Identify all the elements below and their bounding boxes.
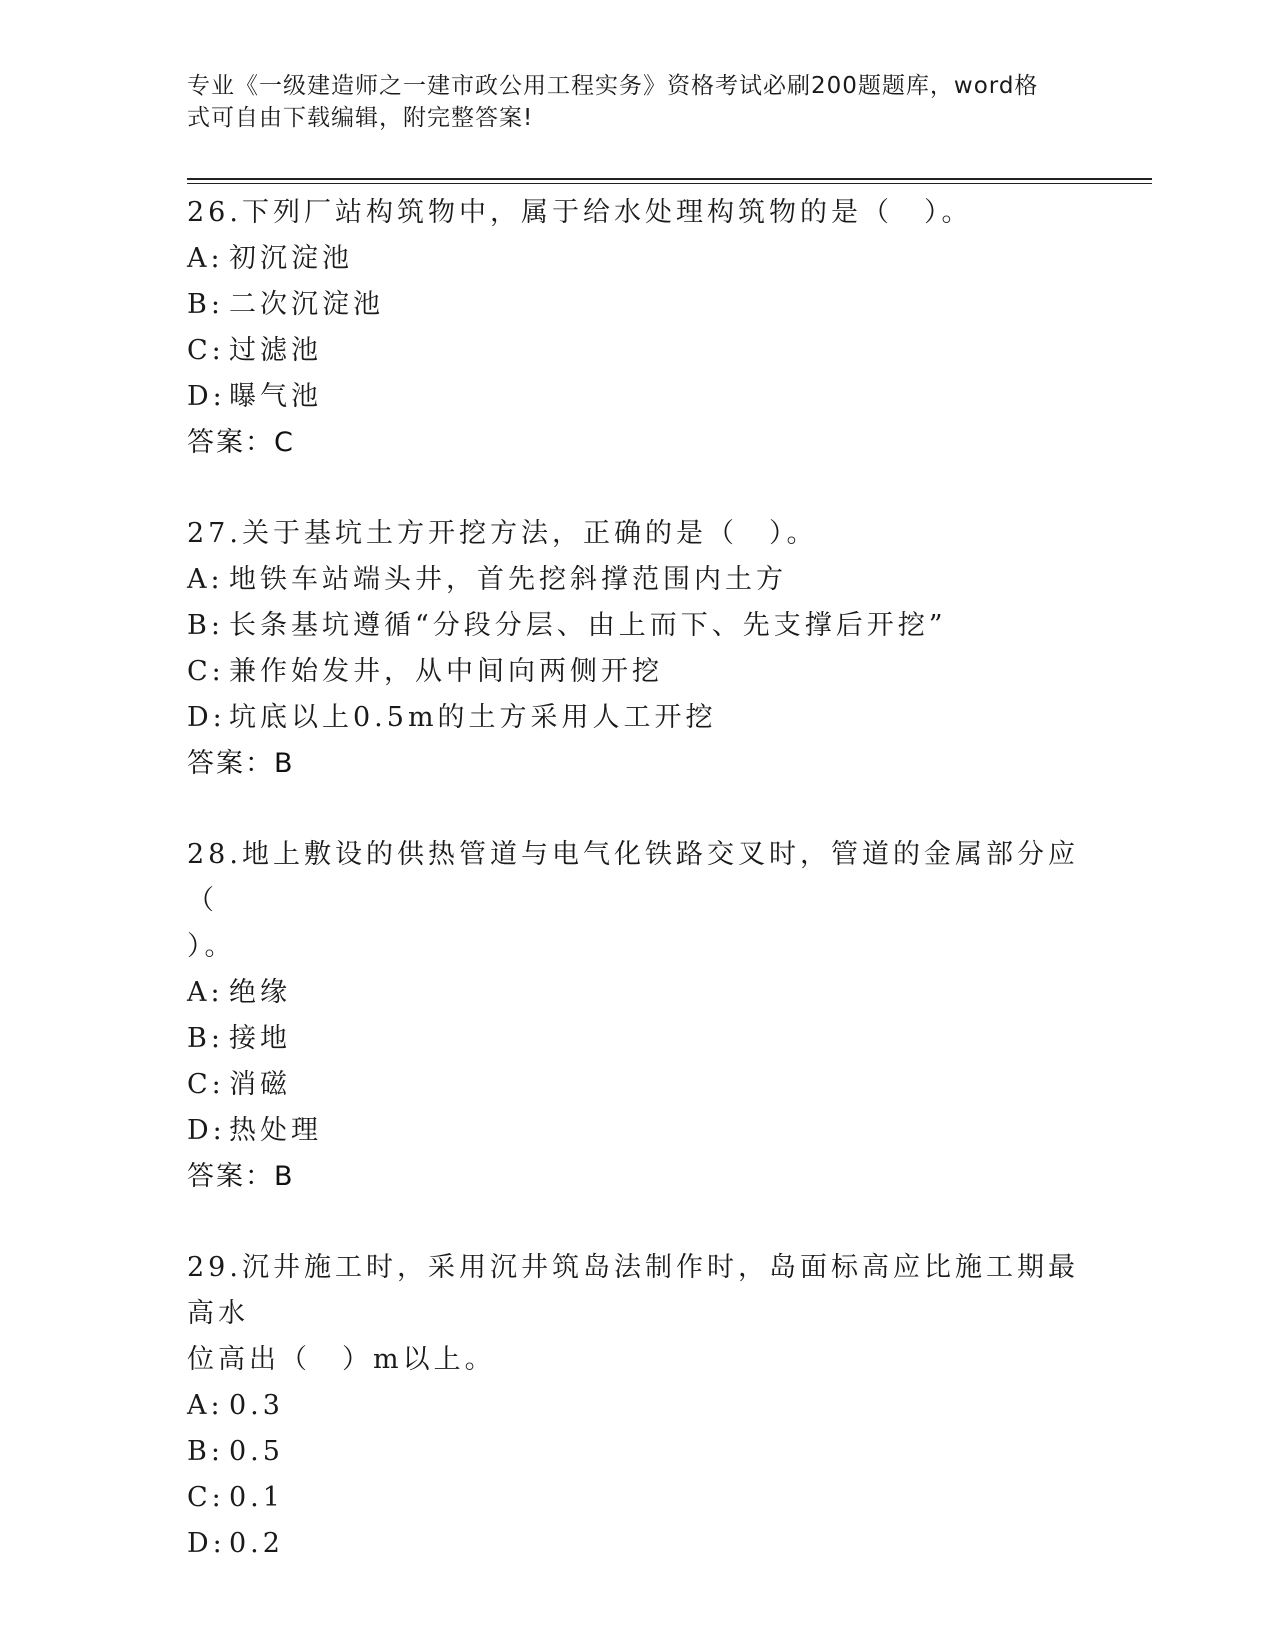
option-row <box>187 970 1087 1016</box>
answer-line: 答案：B <box>187 748 295 779</box>
option-text: 接地 <box>229 1023 291 1054</box>
option-row <box>187 1475 1087 1521</box>
option-text: 0.3 <box>229 1390 284 1421</box>
option-text: 兼作始发井，从中间向两侧开挖 <box>229 656 663 687</box>
option-text: 过滤池 <box>229 335 322 366</box>
option-row <box>187 603 1087 649</box>
option-key: A: <box>187 243 224 274</box>
option-key: D: <box>187 702 226 733</box>
question-block <box>187 832 1087 1200</box>
document-header <box>187 70 1067 134</box>
header-line-2: 式可自由下载编辑，附完整答案! <box>187 105 534 131</box>
option-row <box>187 1108 1087 1154</box>
option-row <box>187 1429 1087 1475</box>
option-key: D: <box>187 1528 226 1559</box>
option-key: C: <box>187 656 225 687</box>
header-line-1: 专业《一级建造师之一建市政公用工程实务》资格考试必刷200题题库，word格 <box>187 73 1039 99</box>
option-key: B: <box>187 610 224 641</box>
option-text: 长条基坑遵循“分段分层、由上而下、先支撑后开挖” <box>229 610 947 641</box>
option-key: A: <box>187 564 224 595</box>
option-text: 二次沉淀池 <box>229 289 384 320</box>
question-list <box>187 190 1087 1612</box>
option-text: 绝缘 <box>229 977 291 1008</box>
question-stem: 28.地上敷设的供热管道与电气化铁路交叉时，管道的金属部分应（ <box>187 839 1079 916</box>
option-text: 地铁车站端头井，首先挖斜撑范围内土方 <box>229 564 787 595</box>
question-block <box>187 511 1087 787</box>
question-block <box>187 1245 1087 1567</box>
option-text: 热处理 <box>229 1115 322 1146</box>
option-key: B: <box>187 1436 224 1467</box>
answer-line: 答案：B <box>187 1161 295 1192</box>
option-row <box>187 1521 1087 1567</box>
option-text: 曝气池 <box>229 381 322 412</box>
option-row <box>187 1383 1087 1429</box>
option-key: D: <box>187 381 226 412</box>
option-text: 初沉淀池 <box>229 243 353 274</box>
answer-line: 答案：C <box>187 427 295 458</box>
question-stem: 位高出（ ）m以上。 <box>187 1344 496 1375</box>
header-divider-thin <box>187 183 1152 184</box>
option-row <box>187 328 1087 374</box>
option-key: A: <box>187 1390 224 1421</box>
header-divider-thick <box>187 178 1152 180</box>
question-stem: 29.沉井施工时，采用沉井筑岛法制作时，岛面标高应比施工期最高水 <box>187 1252 1079 1329</box>
option-key: C: <box>187 1482 225 1513</box>
option-key: B: <box>187 1023 224 1054</box>
option-text: 消磁 <box>229 1069 291 1100</box>
option-text: 0.2 <box>229 1528 284 1559</box>
option-text: 0.5 <box>229 1436 284 1467</box>
option-key: B: <box>187 289 224 320</box>
option-row <box>187 695 1087 741</box>
option-row <box>187 649 1087 695</box>
option-row <box>187 1062 1087 1108</box>
question-stem: 27.关于基坑土方开挖方法，正确的是（ ）。 <box>187 518 818 549</box>
option-row <box>187 1016 1087 1062</box>
option-key: A: <box>187 977 224 1008</box>
question-stem: 26.下列厂站构筑物中，属于给水处理构筑物的是（ ）。 <box>187 197 973 228</box>
option-text: 0.1 <box>229 1482 284 1513</box>
option-row <box>187 374 1087 420</box>
option-row <box>187 282 1087 328</box>
option-key: D: <box>187 1115 226 1146</box>
option-row <box>187 236 1087 282</box>
option-key: C: <box>187 335 225 366</box>
option-row <box>187 557 1087 603</box>
question-stem: ）。 <box>187 931 236 962</box>
option-text: 坑底以上0.5m的土方采用人工开挖 <box>229 702 717 733</box>
option-key: C: <box>187 1069 225 1100</box>
question-block <box>187 190 1087 466</box>
